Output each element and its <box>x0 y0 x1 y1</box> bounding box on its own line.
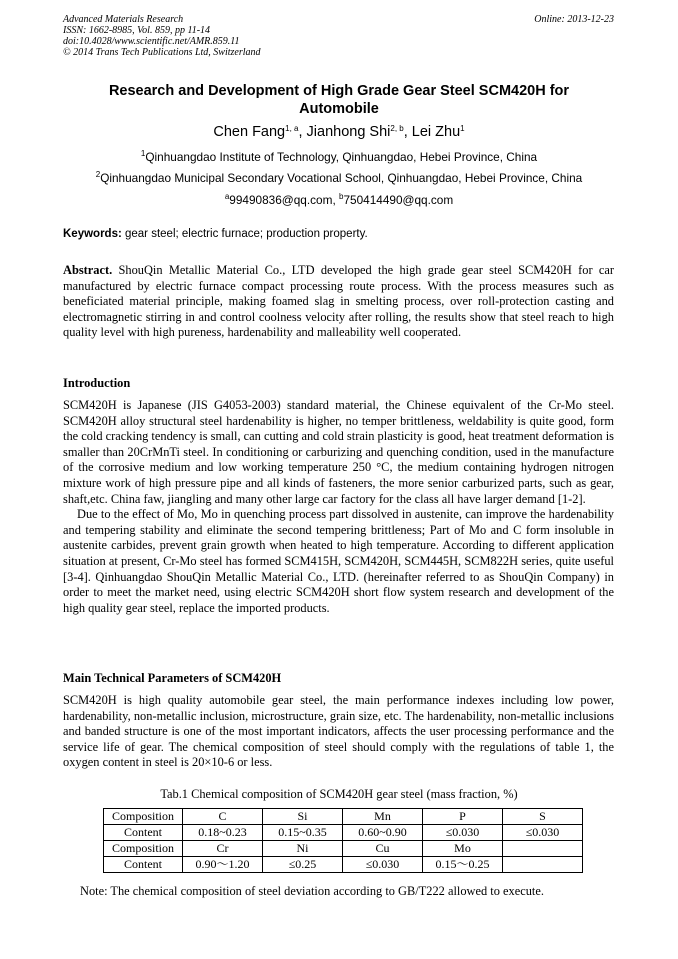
table-note: Note: The chemical composition of steel deviation according to GB/T222 allowed to execute. <box>80 884 544 898</box>
table-cell: 0.90～1.20 <box>183 857 263 873</box>
author-sup: 1 <box>460 124 465 133</box>
table-cell: C <box>183 809 263 825</box>
table-cell: 0.15～0.25 <box>423 857 503 873</box>
table-row <box>104 841 583 857</box>
email-b[interactable]: 750414490@qq.com <box>343 193 454 207</box>
email-sup: a <box>224 192 230 201</box>
table-cell: Content <box>104 825 183 841</box>
email-line: $^a$99490836@qq.com, $^b$750414490@qq.com <box>224 192 454 207</box>
keywords-text: gear steel; electric furnace; production property. <box>125 228 368 240</box>
parameters-heading: Main Technical Parameters of SCM420H <box>63 671 282 685</box>
journal-name: Advanced Materials Research <box>63 14 184 25</box>
introduction-paragraph-1: SCM420H is Japanese (JIS G4053-2003) standard material, the Chinese equivalent of the Cr-Mo steel. SCM420H alloy structural steel hardenability is higher, no temper brittleness, weldability is quite good, form the cold cracking tendency is small, can cutting and cold strain plasticity is good, heat treatment deformation is smaller than 20CrMnTi steel. In conditioning or carburizing and quenching condition, used in the manufacture of the corrosive medium and low working temperature 250 °C, the medium containing hydrogen nitrogen mixture work of high pressure pipe and all kinds of fasteners, the more senior carburized parts, such as gear, shaft,etc. China faw, jiangling and many other large car factory for the class all have larger demand [1-2]. <box>63 398 614 506</box>
table-row <box>104 857 583 873</box>
copyright-line: © 2014 Trans Tech Publications Ltd, Switzerland <box>63 47 261 58</box>
composition-table <box>103 808 583 873</box>
table-cell: S <box>503 809 583 825</box>
parameters-paragraph: SCM420H is high quality automobile gear steel, the main performance indexes including low power, hardenability, non-metallic inclusion, microstructure, grain size, etc. The hardenability, non-metallic inclusions and banded structure is one of the most important indicators, affects the user processing performance and the service life of gear. The chemical composition of steel should comply with the regulations of table 1, the oxygen content in steel is 20×10-6 or less. <box>63 693 614 770</box>
table-cell <box>503 841 583 857</box>
email-sup: b <box>339 192 344 201</box>
table-cell: ≤0.030 <box>423 825 503 841</box>
table-cell: Mn <box>343 809 423 825</box>
table-cell <box>503 857 583 873</box>
author-name: Jianhong Shi <box>306 124 391 140</box>
author-line: Chen Fang$^{1, a}$, Jianhong Shi$^{2, b}$, Lei Zhu$^1$ <box>213 124 465 140</box>
issn-line: ISSN: 1662-8985, Vol. 859, pp 11-14 <box>63 25 211 36</box>
abstract <box>63 263 614 341</box>
online-date: Online: 2013-12-23 <box>534 14 614 25</box>
author-sup: 1, a <box>285 124 299 133</box>
table-cell: Content <box>104 857 183 873</box>
table-caption: Tab.1 Chemical composition of SCM420H gear steel (mass fraction, %) <box>160 787 518 801</box>
introduction-paragraph-2: Due to the effect of Mo, Mo in quenching process part dissolved in austenite, can improve the hardenability and tempering stability and eliminate the second tempering brittleness; Part of Mo and C form insoluble in austenite carbides, prevent grain growth when heated to high temperature. According to different application situation at present, Cr-Mo steel has formed SCM415H, SCM420H, SCM445H, SCM822H series, quite useful [3-4]. Qinhuangdao ShouQin Metallic Material Co., LTD. (hereinafter referred to as ShouQin Company) in order to meet the market need, using electric SCM420H short flow system research and development of the high quality gear steel, replace the imported products. <box>63 507 614 615</box>
table-cell: 0.18~0.23 <box>183 825 263 841</box>
table-row <box>104 825 583 841</box>
affiliation-sup: 2 <box>95 170 101 179</box>
paper-title: Research and Development of High Grade Gear Steel SCM420H for Automobile <box>108 83 570 117</box>
table-cell: ≤0.25 <box>263 857 343 873</box>
affiliation-1 <box>0 150 678 164</box>
table-cell: P <box>423 809 503 825</box>
affiliation-2 <box>0 171 678 185</box>
table-row <box>104 809 583 825</box>
email-a[interactable]: 99490836@qq.com <box>229 193 333 207</box>
table-cell: Cu <box>343 841 423 857</box>
table-cell: Composition <box>104 841 183 857</box>
table-cell: Ni <box>263 841 343 857</box>
keywords <box>63 228 368 240</box>
table-cell: ≤0.030 <box>503 825 583 841</box>
table-cell: Cr <box>183 841 263 857</box>
author-name: Chen Fang <box>213 124 286 140</box>
table-cell: 0.15~0.35 <box>263 825 343 841</box>
introduction-body <box>63 398 614 616</box>
abstract-label: Abstract. <box>63 263 113 277</box>
keywords-label: Keywords: <box>63 228 122 240</box>
table-cell: Si <box>263 809 343 825</box>
journal-header <box>63 14 261 58</box>
affiliation-text: Qinhuangdao Institute of Technology, Qinhuangdao, Hebei Province, China <box>145 150 538 164</box>
table-cell: Mo <box>423 841 503 857</box>
table-cell: 0.60~0.90 <box>343 825 423 841</box>
abstract-text: ShouQin Metallic Material Co., LTD developed the high grade gear steel SCM420H for car manufactured by electric furnace compact processing route process. With the process measures such as beneficiated material principle, making foamed slag in smelting process, over roll-protection casting and electromagnetic stirring in and control coolness velocity after rolling, the results show that steel reach to high quality level with high pureness, hardenability and malleability well cooperated. <box>63 263 614 340</box>
table-cell: ≤0.030 <box>343 857 423 873</box>
author-sup: 2, b <box>390 124 404 133</box>
doi-line: doi:10.4028/www.scientific.net/AMR.859.11 <box>63 36 240 47</box>
table-cell: Composition <box>104 809 183 825</box>
affiliation-sup: 1 <box>140 149 146 158</box>
author-name: Lei Zhu <box>411 124 461 140</box>
introduction-heading: Introduction <box>63 376 131 390</box>
affiliation-text: Qinhuangdao Municipal Secondary Vocational School, Qinhuangdao, Hebei Province, China <box>100 171 583 185</box>
